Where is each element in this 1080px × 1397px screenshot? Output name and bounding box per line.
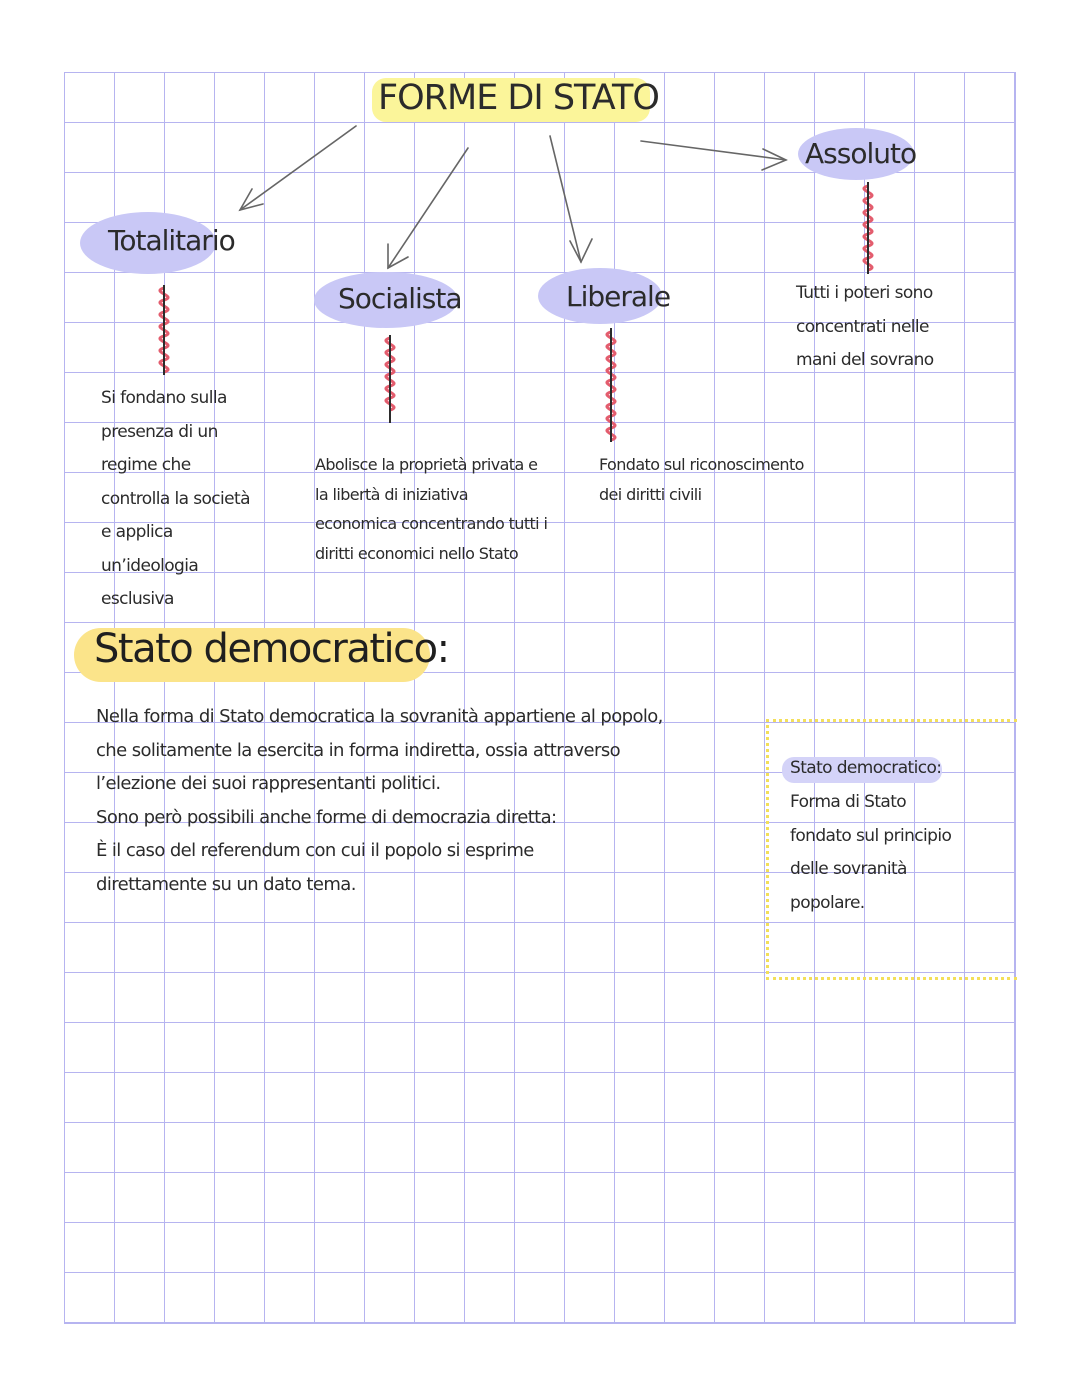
arrow-to-liberale xyxy=(550,136,592,262)
arrow-to-assoluto xyxy=(641,141,786,170)
democratic-paragraph xyxy=(96,700,663,901)
diagram-title: FORME DI STATO xyxy=(378,78,659,118)
squiggle-socialista xyxy=(386,335,394,423)
paragraph-line: Sono però possibili anche forme di democrazia diretta: xyxy=(96,806,557,828)
category-label-assoluto: Assoluto xyxy=(805,137,917,170)
paragraph-line: È il caso del referendum con cui il popolo si esprime xyxy=(96,840,534,861)
squiggle-liberale xyxy=(607,328,615,442)
arrow-to-socialista xyxy=(388,148,468,268)
category-label-liberale: Liberale xyxy=(566,280,671,313)
paragraph-line: Nella forma di Stato democratica la sovranità appartiene al popolo, xyxy=(96,706,663,727)
category-label-socialista: Socialista xyxy=(338,282,462,315)
paragraph-line: direttamente su un dato tema. xyxy=(96,873,356,895)
category-description-assoluto: Tutti i poteri sono concentrati nelle mani del sovrano xyxy=(796,283,934,370)
definition-text: Forma di Stato fondato sul principio delle sovranità popolare. xyxy=(790,792,952,913)
category-label-totalitario: Totalitario xyxy=(108,224,235,257)
paragraph-line: l’elezione dei suoi rappresentanti politici. xyxy=(96,773,441,794)
category-description-totalitario: Si fondano sulla presenza di un regime che controlla la società e applica un’ideologia esclusiva xyxy=(101,388,250,609)
category-description-liberale: Fondato sul riconoscimento dei diritti civili xyxy=(599,455,804,504)
paragraph-line: che solitamente la esercita in forma indiretta, ossia attraverso xyxy=(96,739,621,761)
arrow-to-totalitario xyxy=(240,126,356,210)
category-description-socialista: Abolisce la proprietà privata e la libertà di iniziativa economica concentrando tutti i diritti economici nello Stato xyxy=(315,455,548,563)
squiggle-assoluto xyxy=(864,182,872,274)
democratic-heading: Stato democratico: xyxy=(94,626,449,672)
squiggle-totalitario xyxy=(160,285,168,375)
definition-term: Stato democratico: xyxy=(790,758,942,778)
